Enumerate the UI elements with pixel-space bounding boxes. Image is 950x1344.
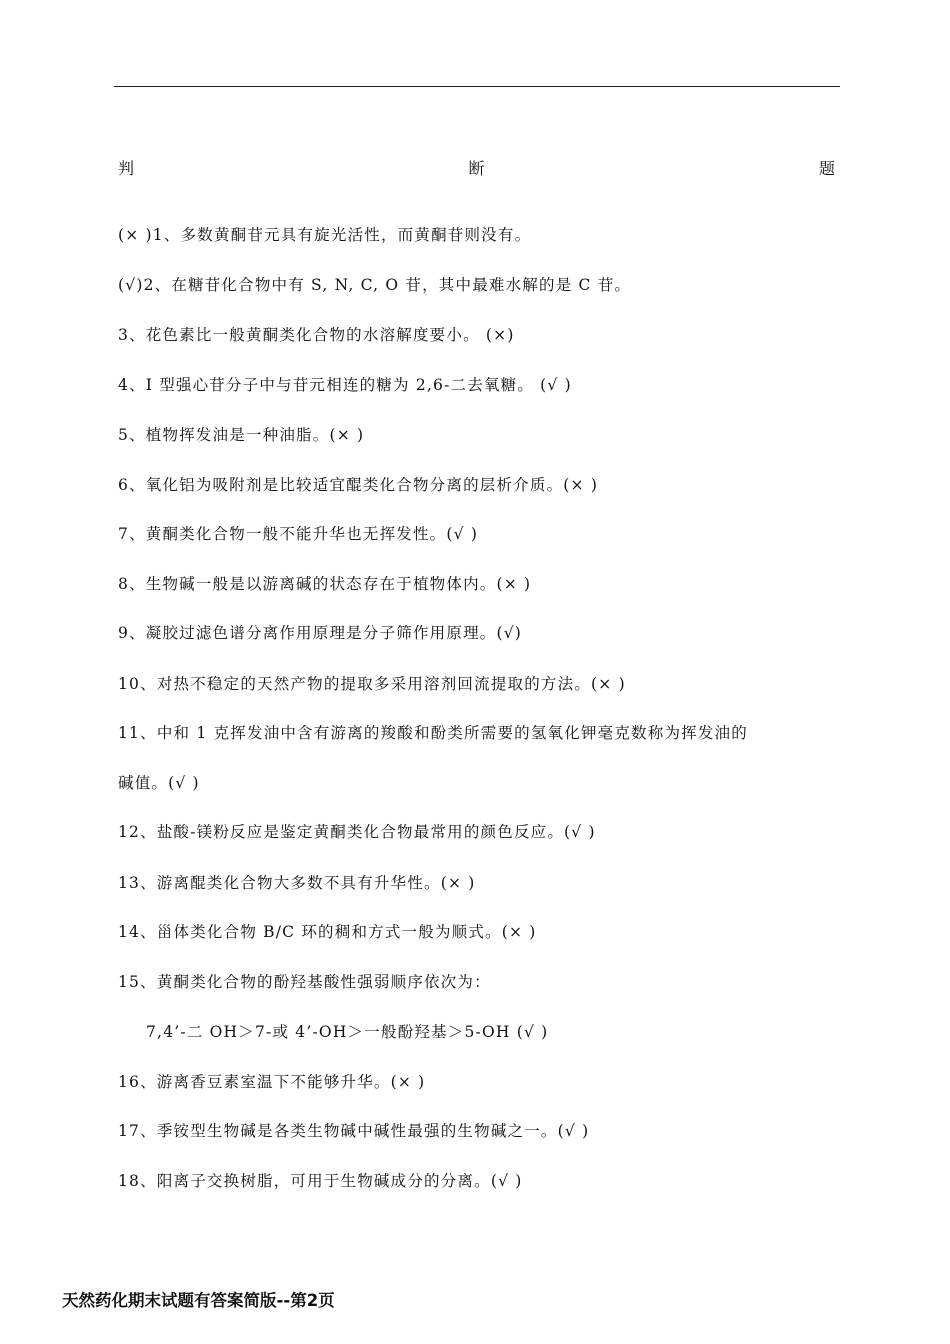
question-10: 10、对热不稳定的天然产物的提取多采用溶剂回流提取的方法。(× ) — [118, 675, 626, 693]
question-8: 8、生物碱一般是以游离碱的状态存在于植物体内。(× ) — [118, 575, 532, 593]
heading-char-3: 题 — [818, 159, 836, 178]
question-12: 12、盐酸-镁粉反应是鉴定黄酮类化合物最常用的颜色反应。(√ ) — [118, 823, 596, 841]
question-15: 15、黄酮类化合物的酚羟基酸性强弱顺序依次为： — [118, 973, 491, 991]
question-11-continued: 碱值。(√ ) — [118, 774, 200, 792]
question-13: 13、游离醌类化合物大多数不具有升华性。(× ) — [118, 874, 476, 892]
question-7: 7、黄酮类化合物一般不能升华也无挥发性。(√ ) — [118, 525, 479, 543]
question-11: 11、中和 1 克挥发油中含有游离的羧酸和酚类所需要的氢氧化钾毫克数称为挥发油的 — [118, 724, 748, 742]
header-rule — [114, 86, 840, 87]
heading-char-2: 断 — [468, 159, 486, 178]
heading-char-1: 判 — [118, 159, 136, 178]
question-14: 14、甾体类化合物 B/C 环的稠和方式一般为顺式。(× ) — [118, 923, 537, 941]
question-17: 17、季铵型生物碱是各类生物碱中碱性最强的生物碱之一。(√ ) — [118, 1122, 590, 1140]
question-3: 3、花色素比一般黄酮类化合物的水溶解度要小。 (×) — [118, 326, 515, 344]
question-6: 6、氧化铝为吸附剂是比较适宜醌类化合物分离的层析介质。(× ) — [118, 476, 599, 494]
question-18: 18、阳离子交换树脂，可用于生物碱成分的分离。(√ ) — [118, 1172, 523, 1190]
page-footer: 天然药化期末试题有答案简版--第2页 — [62, 1291, 335, 1310]
section-heading — [118, 156, 836, 179]
question-5: 5、植物挥发油是一种油脂。(× ) — [118, 426, 365, 444]
question-2: (√)2、在糖苷化合物中有 S, N, C, O 苷，其中最难水解的是 C 苷。 — [118, 276, 632, 294]
question-9: 9、凝胶过滤色谱分离作用原理是分子筛作用原理。(√) — [118, 624, 523, 642]
question-16: 16、游离香豆素室温下不能够升华。(× ) — [118, 1073, 426, 1091]
question-15-formula: 7,4’-二 OH＞7-或 4’-OH＞一般酚羟基＞5-OH (√ ) — [146, 1023, 549, 1041]
question-1: (× )1、多数黄酮苷元具有旋光活性，而黄酮苷则没有。 — [118, 226, 532, 244]
question-4: 4、I 型强心苷分子中与苷元相连的糖为 2,6-二去氧糖。 (√ ) — [118, 376, 572, 394]
